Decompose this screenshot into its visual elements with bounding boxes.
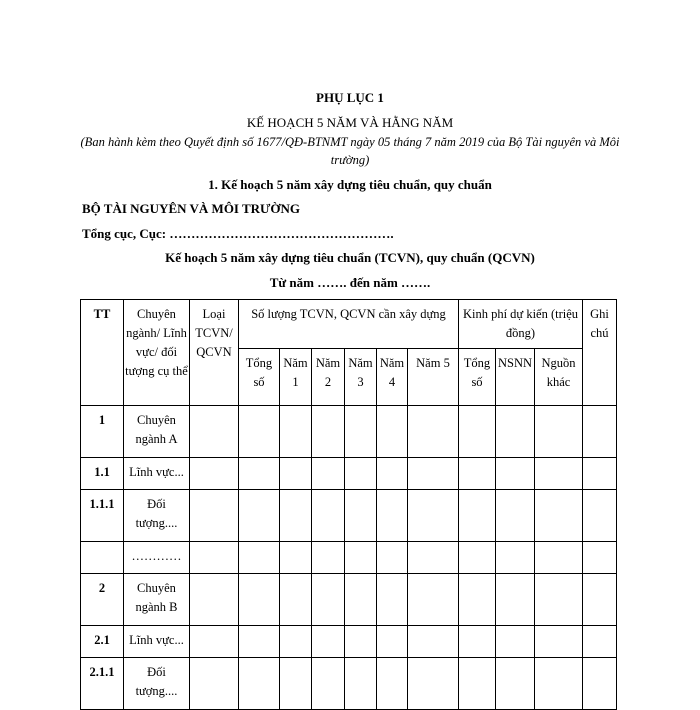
empty-cell xyxy=(583,658,617,710)
table-row xyxy=(81,406,617,458)
empty-cell xyxy=(535,542,583,574)
empty-cell xyxy=(408,542,459,574)
empty-cell xyxy=(377,406,408,458)
empty-cell xyxy=(408,626,459,658)
row-name: Chuyên ngành A xyxy=(124,406,190,458)
empty-cell xyxy=(496,406,535,458)
header-total: Tổng số xyxy=(239,349,280,406)
empty-cell xyxy=(280,542,312,574)
empty-cell xyxy=(583,406,617,458)
empty-cell xyxy=(583,542,617,574)
empty-cell xyxy=(459,490,496,542)
empty-cell xyxy=(280,406,312,458)
row-number: 2 xyxy=(81,574,124,626)
empty-cell xyxy=(239,490,280,542)
header-tt: TT xyxy=(81,300,124,406)
issuance-note xyxy=(0,133,700,169)
empty-cell xyxy=(312,542,345,574)
empty-cell xyxy=(312,406,345,458)
empty-cell xyxy=(496,490,535,542)
table-row xyxy=(81,542,617,574)
empty-cell xyxy=(345,406,377,458)
header-field: Chuyên ngành/ Lĩnh vực/ đối tượng cụ thể xyxy=(124,300,190,406)
row-number: 1 xyxy=(81,406,124,458)
header-budget: Kinh phí dự kiến (triệu đồng) xyxy=(459,300,583,349)
empty-cell xyxy=(239,406,280,458)
empty-cell xyxy=(190,406,239,458)
header-budget-total: Tổng số xyxy=(459,349,496,406)
row-number xyxy=(81,542,124,574)
ministry-name: BỘ TÀI NGUYÊN VÀ MÔI TRƯỜNG xyxy=(82,201,301,216)
empty-cell xyxy=(280,658,312,710)
department-line: Tổng cục, Cục: ……………………………………………. xyxy=(82,226,394,241)
empty-cell xyxy=(535,658,583,710)
header-row-1 xyxy=(81,300,617,349)
row-name: ………… xyxy=(124,542,190,574)
empty-cell xyxy=(190,574,239,626)
header-year-2: Năm 2 xyxy=(312,349,345,406)
header-year-5: Năm 5 xyxy=(408,349,459,406)
empty-cell xyxy=(459,406,496,458)
header-year-3: Năm 3 xyxy=(345,349,377,406)
header-nsnn: NSNN xyxy=(496,349,535,406)
empty-cell xyxy=(312,574,345,626)
issuance-note-text: (Ban hành kèm theo Quyết định số 1677/QĐ-BTNMT ngày 05 tháng 7 năm 2019 của Bộ Tài nguyên và Môi trường) xyxy=(80,135,620,167)
empty-cell xyxy=(239,542,280,574)
plan-table xyxy=(80,299,617,710)
empty-cell xyxy=(280,574,312,626)
empty-cell xyxy=(496,458,535,490)
row-name: Lĩnh vực... xyxy=(124,626,190,658)
empty-cell xyxy=(459,626,496,658)
row-name: Đối tượng.... xyxy=(124,658,190,710)
empty-cell xyxy=(345,658,377,710)
empty-cell xyxy=(496,542,535,574)
header-year-1: Năm 1 xyxy=(280,349,312,406)
empty-cell xyxy=(190,658,239,710)
empty-cell xyxy=(535,458,583,490)
empty-cell xyxy=(190,490,239,542)
header-other: Nguồn khác xyxy=(535,349,583,406)
empty-cell xyxy=(239,574,280,626)
appendix-title: PHỤ LỤC 1 xyxy=(316,90,384,105)
empty-cell xyxy=(377,574,408,626)
plan-title: KẾ HOẠCH 5 NĂM VÀ HẰNG NĂM xyxy=(246,115,454,130)
empty-cell xyxy=(583,458,617,490)
empty-cell xyxy=(280,626,312,658)
empty-cell xyxy=(312,458,345,490)
header-type: Loại TCVN/ QCVN xyxy=(190,300,239,406)
table-row xyxy=(81,490,617,542)
empty-cell xyxy=(377,490,408,542)
empty-cell xyxy=(459,458,496,490)
empty-cell xyxy=(377,542,408,574)
empty-cell xyxy=(408,574,459,626)
empty-cell xyxy=(583,490,617,542)
table-row xyxy=(81,574,617,626)
empty-cell xyxy=(345,626,377,658)
empty-cell xyxy=(408,458,459,490)
empty-cell xyxy=(312,658,345,710)
empty-cell xyxy=(280,458,312,490)
empty-cell xyxy=(239,626,280,658)
header-count: Số lượng TCVN, QCVN cần xây dựng xyxy=(239,300,459,349)
row-number: 1.1 xyxy=(81,458,124,490)
empty-cell xyxy=(583,626,617,658)
empty-cell xyxy=(345,458,377,490)
row-name: Lĩnh vực... xyxy=(124,458,190,490)
empty-cell xyxy=(312,490,345,542)
empty-cell xyxy=(190,626,239,658)
empty-cell xyxy=(280,490,312,542)
empty-cell xyxy=(345,542,377,574)
empty-cell xyxy=(377,658,408,710)
row-number: 2.1.1 xyxy=(81,658,124,710)
empty-cell xyxy=(408,406,459,458)
table-row xyxy=(81,658,617,710)
empty-cell xyxy=(583,574,617,626)
empty-cell xyxy=(535,490,583,542)
empty-cell xyxy=(377,458,408,490)
empty-cell xyxy=(190,542,239,574)
empty-cell xyxy=(496,658,535,710)
empty-cell xyxy=(345,574,377,626)
empty-cell xyxy=(459,542,496,574)
row-name: Đối tượng.... xyxy=(124,490,190,542)
period-line: Từ năm ……. đến năm ……. xyxy=(269,275,431,290)
empty-cell xyxy=(535,574,583,626)
empty-cell xyxy=(345,490,377,542)
empty-cell xyxy=(535,626,583,658)
table-row xyxy=(81,458,617,490)
empty-cell xyxy=(535,406,583,458)
header-year-4: Năm 4 xyxy=(377,349,408,406)
empty-cell xyxy=(190,458,239,490)
empty-cell xyxy=(239,658,280,710)
row-number: 1.1.1 xyxy=(81,490,124,542)
row-number: 2.1 xyxy=(81,626,124,658)
empty-cell xyxy=(496,626,535,658)
empty-cell xyxy=(239,458,280,490)
table-title: Kế hoạch 5 năm xây dựng tiêu chuẩn (TCVN), quy chuẩn (QCVN) xyxy=(165,250,535,265)
header-note: Ghi chú xyxy=(583,300,617,406)
empty-cell xyxy=(408,658,459,710)
empty-cell xyxy=(377,626,408,658)
section-heading: 1. Kế hoạch 5 năm xây dựng tiêu chuẩn, quy chuẩn xyxy=(208,177,492,192)
empty-cell xyxy=(459,658,496,710)
empty-cell xyxy=(408,490,459,542)
table-row xyxy=(81,626,617,658)
empty-cell xyxy=(496,574,535,626)
empty-cell xyxy=(312,626,345,658)
row-name: Chuyên ngành B xyxy=(124,574,190,626)
empty-cell xyxy=(459,574,496,626)
